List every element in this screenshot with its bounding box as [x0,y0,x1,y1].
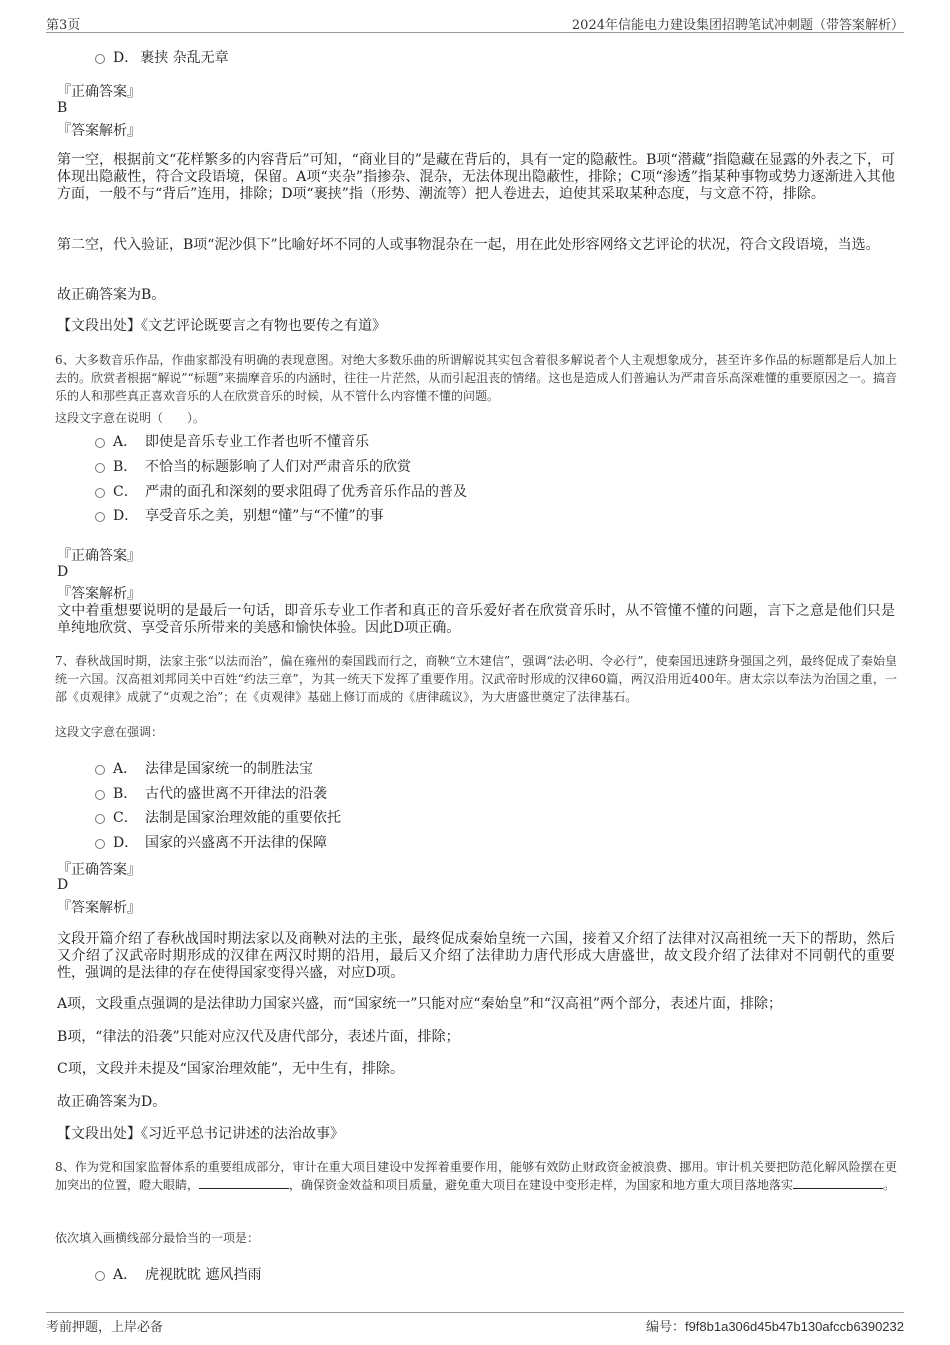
stem-part: 。 [883,1178,896,1192]
document-code: 编号：f9f8b1a306d45b47b130afccb6390232 [645,1319,904,1334]
source-citation: 【文段出处】《文艺评论既要言之有物也要传之有道》 [57,318,386,334]
analysis-label: 『答案解析』 [57,900,141,916]
analysis-paragraph: B项，“律法的沿袭”只能对应汉代及唐代部分，表述片面，排除； [57,1029,460,1045]
source-citation: 【文段出处】《习近平总书记讲述的法治故事》 [57,1126,344,1142]
conclusion: 故正确答案为D。 [57,1094,167,1110]
question-prompt: 这段文字意在说明（ ）。 [55,411,206,425]
q7-option-a[interactable] [95,758,313,778]
question-stem: 6、大多数音乐作品，作曲家都没有明确的表现意图。对绝大多数乐曲的所谓解说其实包含着很多解说者个人主观想象成分，甚至许多作品的标题都是后人加上去的。欣赏者根据“解说”“标题”来揣摩音乐的内涵时，往往一片茫然，从而引起沮丧的情绪。这也是造成人们普遍认为严肃音乐高深难懂的重要原因之一。搞音乐的人和那些真正喜欢音乐的人在欣赏音乐的时候，从不管什么内容懂不懂的问题。 [55,353,897,403]
option-key: D． [113,835,139,851]
answer-label: 『正确答案』 [57,84,141,100]
analysis-paragraph: 文中着重想要说明的是最后一句话，即音乐专业工作者和真正的音乐爱好者在欣赏音乐时，从不管懂不懂的问题，言下之意是他们只是单纯地欣赏、享受音乐所带来的美感和愉快体验。因此D项正确。 [57,603,895,636]
option-key: D． [113,50,139,66]
radio-icon[interactable] [95,790,105,800]
option-key: A． [113,434,138,450]
analysis-paragraph: 第二空，代入验证，B项“泥沙俱下”比喻好坏不同的人或事物混杂在一起，用在此处形容网络文艺评论的状况，符合文段语境，当选。 [57,237,880,253]
question-stem: 7、春秋战国时期，法家主张“以法而治”，偏在雍州的秦国践而行之，商鞅“立木建信”，强调“法必明、令必行”，使秦国迅速跻身强国之列，最终促成了秦始皇统一六国。汉高祖刘邦同关中百姓“约法三章”，为其一统天下发挥了重要作用。汉武帝时形成的汉律60篇，两汉沿用近400年。唐太宗以奉法为治国之重，一部《贞观律》成就了“贞观之治”；在《贞观律》基础上修订而成的《唐律疏议》，为大唐盛世奠定了法律基石。 [55,654,897,704]
radio-icon[interactable] [95,488,105,498]
option-text: 不恰当的标题影响了人们对严肃音乐的欣赏 [145,459,411,475]
radio-icon[interactable] [95,765,105,775]
analysis-paragraph: 第一空，根据前文“花样繁多的内容背后”可知，“商业目的”是藏在背后的，具有一定的隐蔽性。B项“潜藏”指隐藏在显露的外表之下，可体现出隐蔽性，符合文段语境，保留。A项“夹杂”指掺杂、混杂，无法体现出隐蔽性，排除；C项“渗透”指某种事物或势力逐渐进入其他方面，一般不与“背后”连用，排除；D项“裹挟”指（形势、潮流等）把人卷进去，迫使其采取某种态度，与文意不符，排除。 [57,152,895,202]
option-key: B． [113,459,138,475]
q7-option-b[interactable] [95,783,327,803]
radio-icon[interactable] [95,463,105,473]
analysis-paragraph: A项，文段重点强调的是法律助力国家兴盛，而“国家统一”只能对应“秦始皇”和“汉高祖”两个部分，表述片面，排除； [57,996,783,1012]
option-text: 法律是国家统一的制胜法宝 [145,761,313,777]
q8-option-a[interactable] [95,1264,261,1284]
question-prompt: 依次填入画横线部分最恰当的一项是： [55,1231,260,1245]
conclusion: 故正确答案为B。 [57,287,166,303]
option-key: D． [113,508,139,524]
page-footer [46,1312,904,1335]
analysis-label: 『答案解析』 [57,123,141,139]
answer-label: 『正确答案』 [57,862,141,878]
option-text: 虎视眈眈 遮风挡雨 [145,1267,262,1283]
answer-value: D [57,877,69,893]
radio-icon[interactable] [95,438,105,448]
page-header [46,12,904,33]
option-text: 享受音乐之美，别想“懂”与“不懂”的事 [145,508,384,524]
q7-option-c[interactable] [95,807,341,827]
option-key: C． [113,810,138,826]
option-key: B． [113,786,138,802]
q5-option-d[interactable] [95,47,229,67]
option-text: 法制是国家治理效能的重要依托 [145,810,341,826]
stem-part: 8、作为党和国家监督体系的重要组成部分，审计在重大项目建设中发挥着重要作用，能够有效防止财政资金被浪费、挪用。审计机关要把防范化解风险摆在更加突出的位置，瞪大眼睛， [55,1160,897,1192]
footer-slogan: 考前押题，上岸必备 [46,1320,164,1335]
option-text: 国家的兴盛离不开法律的保障 [145,835,327,851]
radio-icon[interactable] [95,54,105,64]
option-text: 裹挟 杂乱无章 [140,50,229,66]
q7-option-d[interactable] [95,832,327,852]
analysis-label: 『答案解析』 [57,586,141,602]
analysis-paragraph: C项，文段并未提及“国家治理效能”，无中生有，排除。 [57,1061,405,1077]
option-key: A． [113,761,138,777]
option-text: 严肃的面孔和深刻的要求阻碍了优秀音乐作品的普及 [145,484,467,500]
radio-icon[interactable] [95,839,105,849]
q6-option-b[interactable] [95,456,411,476]
analysis-paragraph: 文段开篇介绍了春秋战国时期法家以及商鞅对法的主张，最终促成秦始皇统一六国，接着又介绍了法律对汉高祖统一天下的帮助，然后又介绍了汉武帝时期形成的汉律在两汉时期的沿用，最后又介绍了法律助力唐代形成大唐盛世，故文段介绍了法律对不同朝代的重要性，强调的是法律的存在使得国家变得兴盛，对应D项。 [57,931,895,981]
option-key: A． [113,1267,138,1283]
q6-option-a[interactable] [95,431,369,451]
q6-option-c[interactable] [95,481,467,501]
q6-option-d[interactable] [95,505,384,525]
page-number: 第3页 [46,18,81,33]
stem-part: ，确保资金效益和项目质量，避免重大项目在建设中变形走样，为国家和地方重大项目落地落实 [289,1178,794,1192]
radio-icon[interactable] [95,512,105,522]
option-key: C． [113,484,138,500]
answer-label: 『正确答案』 [57,548,141,564]
option-text: 即使是音乐专业工作者也听不懂音乐 [145,434,369,450]
answer-value: D [57,564,69,580]
question-stem [55,1158,897,1194]
option-text: 古代的盛世离不开律法的沿袭 [145,786,327,802]
fill-blank-2 [793,1176,883,1189]
question-prompt: 这段文字意在强调： [55,725,164,739]
radio-icon[interactable] [95,1271,105,1281]
fill-blank-1 [199,1176,289,1189]
radio-icon[interactable] [95,814,105,824]
answer-value: B [57,100,68,116]
document-title: 2024年信能电力建设集团招聘笔试冲刺题（带答案解析） [571,18,904,33]
